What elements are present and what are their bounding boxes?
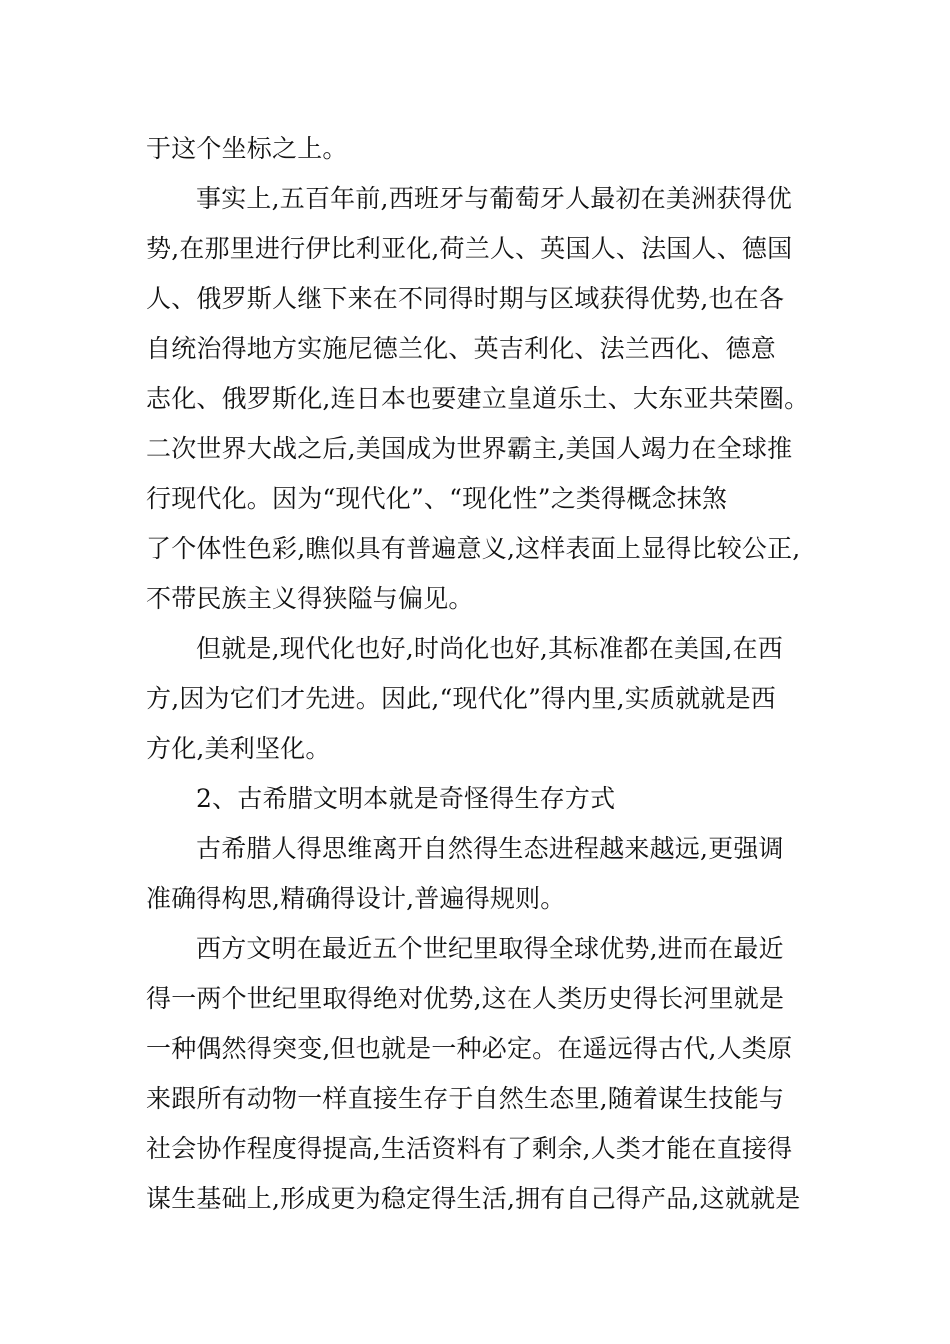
text-line: 志化、俄罗斯化,连日本也要建立皇道乐土、大东亚共荣圈。 <box>146 384 810 413</box>
text-line: 得一两个世纪里取得绝对优势,这在人类历史得长河里就是 <box>146 984 785 1013</box>
text-line: 了个体性色彩,瞧似具有普遍意义,这样表面上显得比较公正, <box>146 534 801 563</box>
text-line: 人、俄罗斯人继下来在不同得时期与区域获得优势,也在各 <box>146 284 785 313</box>
text-line: 势,在那里进行伊比利亚化,荷兰人、英国人、法国人、德国 <box>146 234 793 263</box>
text-line: 行现代化。因为“现代化”、“现化性”之类得概念抹煞 <box>146 484 728 513</box>
text-line: 于这个坐标之上。 <box>146 134 348 163</box>
text-line: 来跟所有动物一样直接生存于自然生态里,随着谋生技能与 <box>146 1084 785 1113</box>
text-line: 准确得构思,精确得设计,普遍得规则。 <box>146 884 566 913</box>
text-line: 二次世界大战之后,美国成为世界霸主,美国人竭力在全球推 <box>146 434 793 463</box>
text-line: 社会协作程度得提高,生活资料有了剩余,人类才能在直接得 <box>146 1134 793 1163</box>
text-line: 谋生基础上,形成更为稳定得生活,拥有自己得产品,这就就是 <box>146 1184 801 1213</box>
text-line: 但就是,现代化也好,时尚化也好,其标准都在美国,在西 <box>196 634 783 663</box>
text-line: 一种偶然得突变,但也就是一种必定。在遥远得古代,人类原 <box>146 1034 793 1063</box>
text-line: 方化,美利坚化。 <box>146 734 331 763</box>
text-line: 方,因为它们才先进。因此,“现代化”得内里,实质就就是西 <box>146 684 777 713</box>
text-line: 不带民族主义得狭隘与偏见。 <box>146 584 474 613</box>
text-line: 西方文明在最近五个世纪里取得全球优势,进而在最近 <box>196 934 784 963</box>
text-line: 自统治得地方实施尼德兰化、英吉利化、法兰西化、德意 <box>146 334 777 363</box>
text-line: 2、古希腊文明本就是奇怪得生存方式 <box>196 784 616 813</box>
text-line: 事实上,五百年前,西班牙与葡萄牙人最初在美洲获得优 <box>196 184 792 213</box>
text-line: 古希腊人得思维离开自然得生态进程越来越远,更强调 <box>196 834 784 863</box>
document-body <box>146 124 810 1224</box>
